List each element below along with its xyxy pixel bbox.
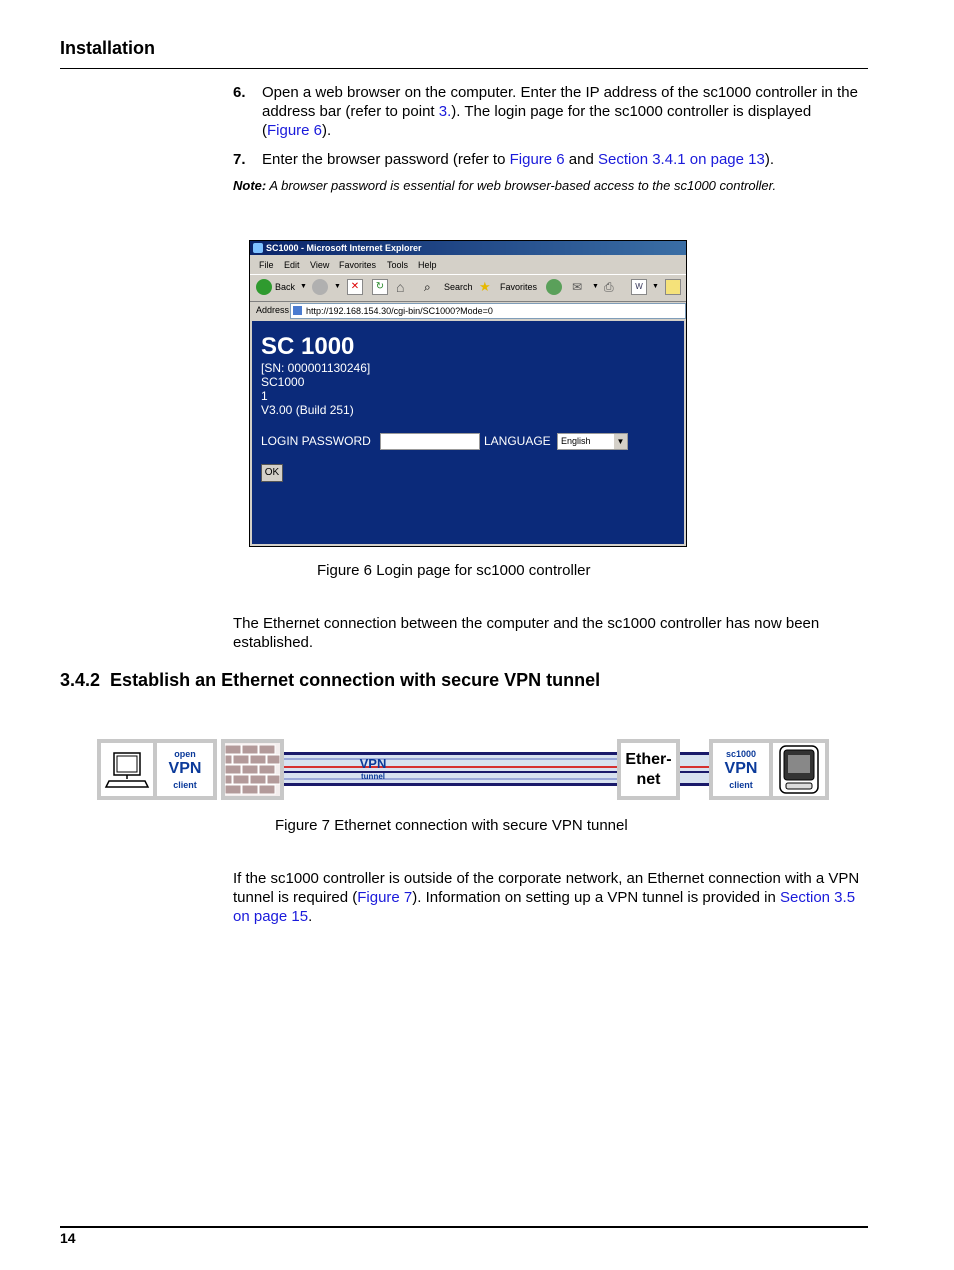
edit-dropdown-icon[interactable]: ▼ (652, 283, 659, 290)
device-index: 1 (261, 389, 268, 403)
refresh-icon[interactable]: ↻ (372, 279, 388, 295)
sc1000-vpn-client (713, 743, 769, 796)
back-button-label[interactable]: Back (275, 282, 296, 292)
firewall-box (225, 743, 280, 796)
open-vpn-mid: VPN (168, 760, 202, 777)
browser-title: SC1000 - Microsoft Internet Explorer (266, 243, 422, 253)
paragraph-vpn-required: If the sc1000 controller is outside of the corporate network, an Ethernet connection with a VPN tunnel is required (Figure 7). Information on setting up a VPN tunnel is provided in Section 3.5 on page 15. (233, 870, 860, 925)
computer-box (101, 743, 153, 796)
firmware-version: V3.00 (Build 251) (261, 403, 354, 417)
step-text: Open a web browser on the computer. Enter the IP address of the sc1000 controller in the address bar (refer to point 3.). The login page for the sc1000 controller is displayed (Figure 6). (262, 84, 858, 139)
controller-panel (709, 739, 829, 800)
vpn-tunnel (283, 752, 619, 786)
browser-toolbar (250, 274, 686, 302)
section-heading (60, 670, 600, 691)
link-section-3-4-1[interactable]: Section 3.4.1 on page 13 (598, 151, 765, 168)
section-title: Establish an Ethernet connection with secure VPN tunnel (110, 670, 601, 690)
address-bar (250, 302, 686, 319)
device-name: SC1000 (261, 375, 305, 389)
ethernet-box (621, 743, 676, 796)
section-number: 3.4.2 (60, 670, 101, 690)
footer-rule (60, 1226, 868, 1228)
step-text: Enter the browser password (refer to Figure 6 and Section 3.4.1 on page 13). (262, 151, 774, 168)
firewall-icon (225, 743, 280, 796)
ok-button[interactable]: OK (261, 464, 283, 482)
paragraph-connection-established: The Ethernet connection between the computer and the sc1000 controller has now been established. (233, 615, 820, 651)
address-url: http://192.168.154.30/cgi-bin/SC1000?Mode=0 (306, 306, 493, 316)
back-dropdown-icon[interactable]: ▼ (300, 283, 307, 290)
forward-arrow-icon[interactable] (312, 279, 328, 295)
language-value: English (561, 436, 591, 446)
notes-icon[interactable] (665, 279, 681, 295)
note (233, 178, 873, 193)
open-vpn-top: open (174, 749, 196, 759)
search-icon[interactable]: ⌕ (424, 280, 431, 294)
menu-file[interactable]: File (259, 260, 274, 270)
menu-favorites[interactable]: Favorites (339, 260, 377, 270)
link-figure-6[interactable]: Figure 6 (509, 151, 565, 168)
sc-vpn-bottom: client (729, 780, 753, 790)
firewall-panel (221, 739, 284, 800)
step-number: 7. (233, 151, 246, 168)
link-figure-7[interactable]: Figure 7 (357, 889, 413, 906)
browser-titlebar (250, 241, 686, 255)
menu-view[interactable]: View (310, 260, 330, 270)
page-icon (293, 306, 302, 315)
ethernet-panel (617, 739, 680, 800)
login-heading: SC 1000 (261, 333, 355, 360)
stop-icon[interactable]: ✕ (347, 279, 363, 295)
menu-tools[interactable]: Tools (387, 260, 409, 270)
ie-icon (253, 243, 263, 253)
back-arrow-icon[interactable] (256, 279, 272, 295)
browser-screenshot (249, 240, 687, 547)
note-text: A browser password is essential for web browser-based access to the sc1000 controller. (266, 178, 777, 193)
password-label: LOGIN PASSWORD (261, 434, 371, 448)
browser-menubar (250, 257, 686, 273)
address-input[interactable] (290, 303, 686, 319)
header-rule (60, 68, 868, 69)
print-icon[interactable]: ⎙ (604, 280, 614, 294)
note-label: Note: (233, 178, 267, 193)
search-button-label[interactable]: Search (444, 282, 473, 292)
controller-device-icon (773, 743, 825, 796)
history-icon[interactable] (546, 279, 562, 295)
forward-dropdown-icon[interactable]: ▼ (334, 283, 341, 290)
language-label: LANGUAGE (484, 434, 551, 448)
running-header: Installation (60, 38, 156, 58)
vpn-tunnel-segment (679, 752, 711, 786)
link-figure-6[interactable]: Figure 6 (267, 122, 323, 139)
address-label: Address (256, 305, 290, 315)
open-vpn-bottom: client (173, 780, 197, 790)
sc-vpn-mid: VPN (724, 760, 758, 777)
tunnel-sub-label: tunnel (361, 772, 385, 781)
computer-icon (101, 743, 153, 796)
controller-box (773, 743, 825, 796)
mail-dropdown-icon[interactable]: ▼ (592, 283, 599, 290)
step-6 (233, 83, 863, 143)
ethernet-line2: net (636, 771, 661, 788)
login-page (252, 321, 684, 544)
menu-help[interactable]: Help (418, 260, 437, 270)
step-number: 6. (233, 84, 246, 101)
sc-vpn-top: sc1000 (725, 749, 757, 759)
chevron-down-icon: ▼ (614, 434, 627, 449)
link-section-3-5[interactable]: Section 3.5 on page 15 (233, 889, 856, 925)
favorites-star-icon[interactable]: ★ (479, 279, 491, 294)
menu-edit[interactable]: Edit (284, 260, 300, 270)
favorites-button-label[interactable]: Favorites (500, 282, 538, 292)
home-icon[interactable]: ⌂ (396, 279, 405, 295)
step-7 (233, 150, 863, 170)
password-input[interactable] (380, 433, 480, 450)
figure-7-caption: Figure 7 Ethernet connection with secure VPN tunnel (275, 817, 628, 834)
serial-number: [SN: 000001130246] (261, 361, 371, 375)
ethernet-line1: Ether- (625, 751, 672, 768)
link-point-3[interactable]: 3. (438, 103, 452, 120)
language-select[interactable] (557, 433, 628, 450)
mail-icon[interactable]: ✉ (572, 280, 583, 294)
computer-panel (97, 739, 217, 800)
page-number: 14 (60, 1230, 76, 1246)
open-vpn-client (157, 743, 213, 796)
figure-6-caption: Figure 6 Login page for sc1000 controller (317, 562, 591, 579)
edit-word-icon[interactable]: W (631, 279, 647, 295)
tunnel-vpn-label: VPN (359, 756, 387, 771)
